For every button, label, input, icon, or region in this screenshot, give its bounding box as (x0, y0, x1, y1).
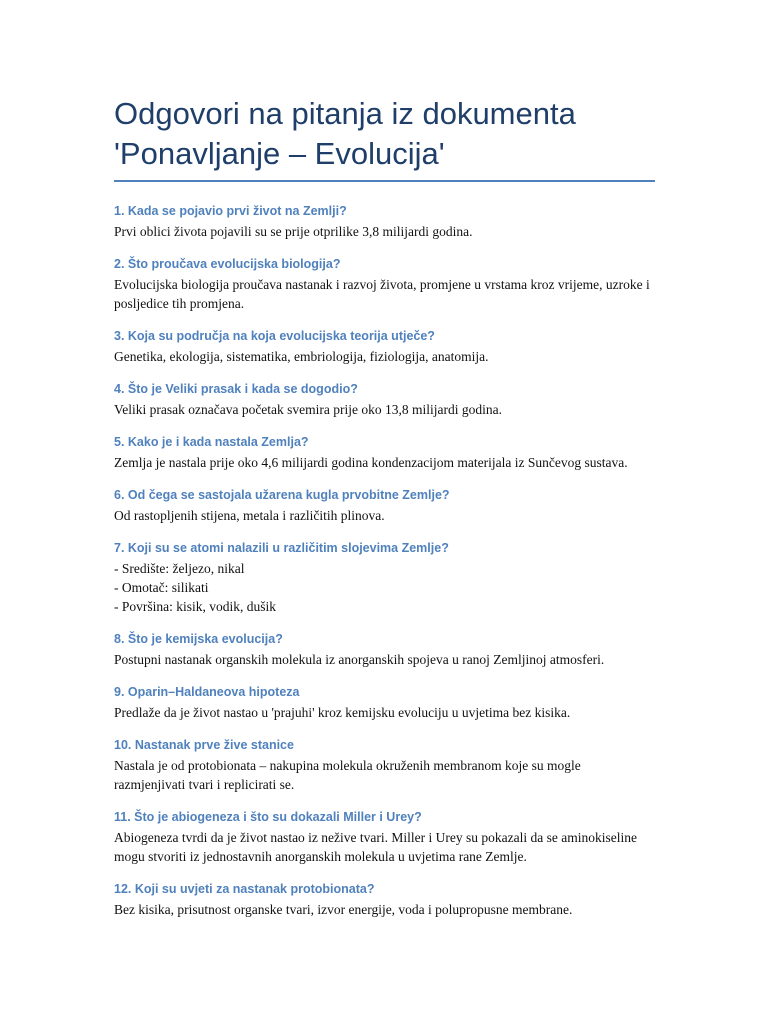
question-heading: 10. Nastanak prve žive stanice (114, 738, 294, 752)
question-heading: 6. Od čega se sastojala užarena kugla prvobitne Zemlje? (114, 488, 450, 502)
answer-text: Zemlja je nastala prije oko 4,6 milijardi godina kondenzacijom materijala iz Sunčevog sustava. (114, 455, 628, 470)
question-heading: 1. Kada se pojavio prvi život na Zemlji? (114, 204, 347, 218)
answer-text: Evolucijska biologija proučava nastanak i razvoj života, promjene u vrstama kroz vrijeme, uzroke i posljedice tih promjena. (114, 277, 650, 311)
answer-list-item: - Središte: željezo, nikal (114, 561, 245, 576)
answer-text: Nastala je od protobionata – nakupina molekula okruženih membranom koje su mogle razmjenjivati tvari i replicirati se. (114, 758, 581, 792)
qa-item (114, 327, 654, 366)
answer-text: Od rastopljenih stijena, metala i različitih plinova. (114, 508, 385, 523)
qa-item (114, 486, 654, 525)
qa-item (114, 736, 654, 794)
title-line-2: 'Ponavljanje – Evolucija' (114, 136, 445, 171)
qa-item (114, 539, 654, 616)
answer-text: Abiogeneza tvrdi da je život nastao iz nežive tvari. Miller i Urey su pokazali da se aminokiseline mogu stvoriti iz jednostavnih anorganskih molekula u uvjetima rane Zemlje. (114, 830, 637, 864)
document-title (114, 94, 654, 174)
question-heading: 7. Koji su se atomi nalazili u različitim slojevima Zemlje? (114, 541, 449, 555)
question-heading: 4. Što je Veliki prasak i kada se dogodio? (114, 382, 358, 396)
question-heading: 5. Kako je i kada nastala Zemlja? (114, 435, 309, 449)
qa-item (114, 433, 654, 472)
qa-item (114, 380, 654, 419)
question-heading: 11. Što je abiogeneza i što su dokazali Miller i Urey? (114, 810, 422, 824)
answer-list-item: - Površina: kisik, vodik, dušik (114, 599, 277, 614)
question-heading: 9. Oparin–Haldaneova hipoteza (114, 685, 300, 699)
answer-text: Predlaže da je život nastao u 'prajuhi' kroz kemijsku evoluciju u uvjetima bez kisika. (114, 705, 571, 720)
answer-text: Prvi oblici života pojavili su se prije otprilike 3,8 milijardi godina. (114, 224, 473, 239)
qa-item (114, 255, 654, 313)
question-heading: 3. Koja su područja na koja evolucijska teorija utječe? (114, 329, 435, 343)
answer-text: Genetika, ekologija, sistematika, embriologija, fiziologija, anatomija. (114, 349, 489, 364)
title-divider (114, 180, 655, 182)
qa-list (114, 202, 654, 919)
answer-text: Veliki prasak označava početak svemira prije oko 13,8 milijardi godina. (114, 402, 502, 417)
question-heading: 8. Što je kemijska evolucija? (114, 632, 283, 646)
answer-text: Postupni nastanak organskih molekula iz anorganskih spojeva u ranoj Zemljinoj atmosferi. (114, 652, 605, 667)
question-heading: 12. Koji su uvjeti za nastanak protobionata? (114, 882, 375, 896)
qa-item (114, 630, 654, 669)
question-heading: 2. Što proučava evolucijska biologija? (114, 257, 341, 271)
title-line-1: Odgovori na pitanja iz dokumenta (114, 96, 576, 131)
qa-item (114, 880, 654, 919)
answer-list-item: - Omotač: silikati (114, 580, 209, 595)
answer-text: Bez kisika, prisutnost organske tvari, izvor energije, voda i polupropusne membrane. (114, 902, 573, 917)
qa-item (114, 808, 654, 866)
qa-item (114, 202, 654, 241)
answer-list (114, 559, 654, 616)
qa-item (114, 683, 654, 722)
